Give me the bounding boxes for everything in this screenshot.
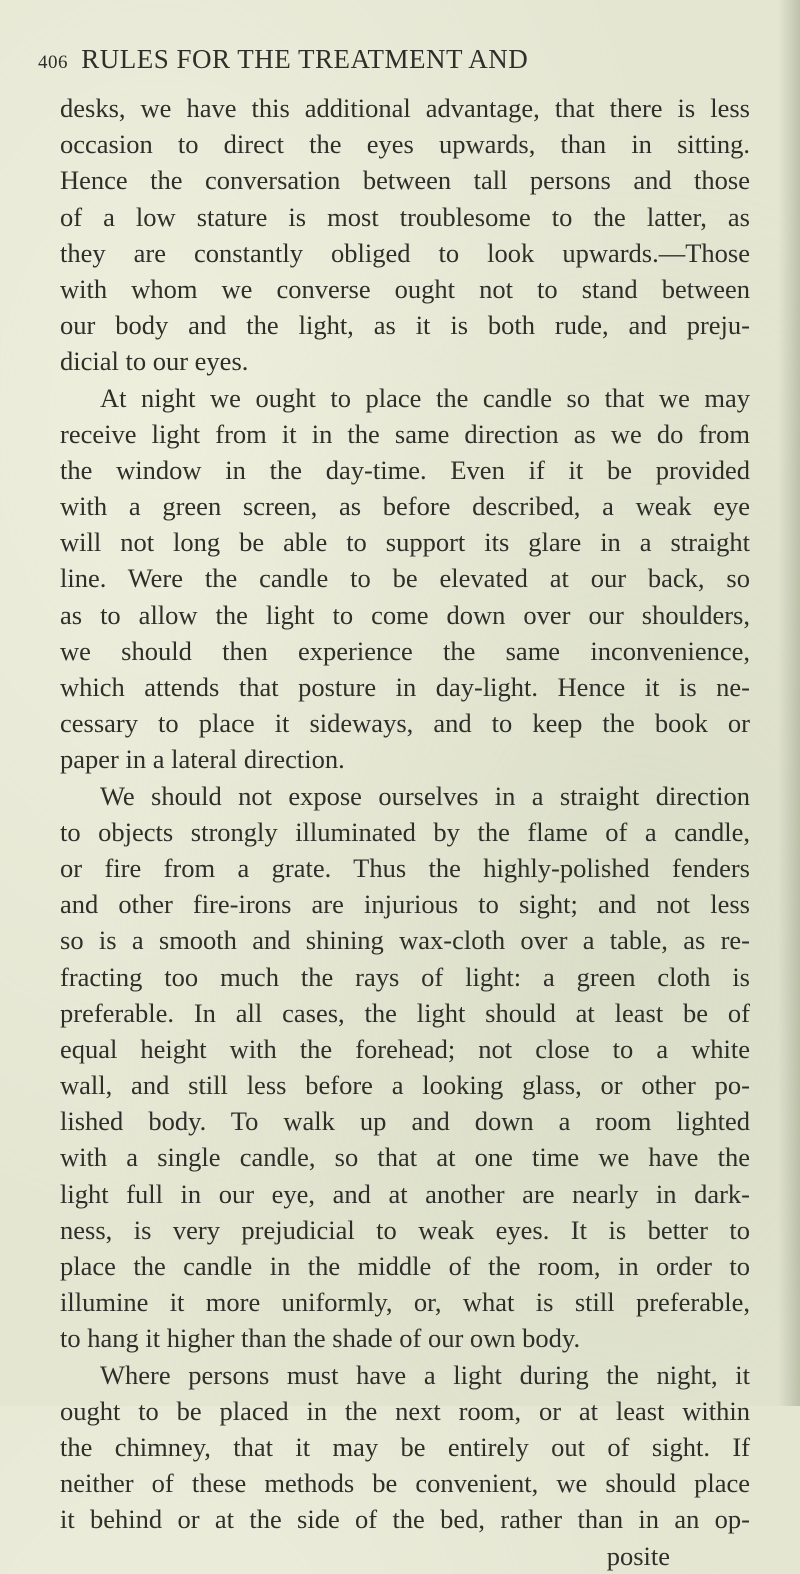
text-line: of a low stature is most troublesome to the latter, as — [60, 201, 750, 232]
text-line: the window in the day-time. Even if it be provided — [60, 454, 750, 485]
text-line: neither of these methods be convenient, we should place — [60, 1468, 750, 1499]
text-line: or fire from a grate. Thus the highly-polished fenders — [60, 852, 750, 883]
text-line: illumine it more uniformly, or, what is still preferable, — [60, 1287, 750, 1318]
text-line: our body and the light, as it is both rude, and preju- — [60, 310, 750, 341]
text-line: with a green screen, as before described, a weak eye — [60, 491, 750, 522]
text-line: preferable. In all cases, the light should at least be of — [60, 997, 750, 1028]
text-line: the chimney, that it may be entirely out of sight. If — [60, 1431, 750, 1462]
running-title: RULES FOR THE TREATMENT AND — [81, 44, 529, 74]
text-line: wall, and still less before a looking glass, or other po- — [60, 1070, 750, 1101]
text-line: will not long be able to support its glare in a straight — [60, 527, 750, 558]
text-line: as to allow the light to come down over our shoulders, — [60, 599, 750, 630]
text-line: light full in our eye, and at another are nearly in dark- — [60, 1178, 750, 1209]
text-line: cessary to place it sideways, and to keep the book or — [60, 708, 750, 739]
text-line: which attends that posture in day-light. Hence it is ne- — [60, 672, 750, 702]
text-line: to objects strongly illuminated by the flame of a candle, — [60, 816, 750, 847]
page-edge-shadow — [778, 0, 800, 1406]
text-line: to hang it higher than the shade of our own body. — [60, 1323, 581, 1354]
text-line: At night we ought to place the candle so that we may — [100, 382, 750, 413]
text-line: so is a smooth and shining wax-cloth over a table, as re- — [60, 925, 750, 956]
text-line: Where persons must have a light during the night, it — [100, 1359, 750, 1390]
page-number: 406 — [38, 52, 68, 73]
text-line: dicial to our eyes. — [60, 346, 249, 377]
text-line: ought to be placed in the next room, or at least within — [60, 1395, 750, 1426]
text-line: Hence the conversation between tall persons and those — [60, 165, 750, 196]
catchword: posite — [606, 1540, 670, 1571]
text-line: equal height with the forehead; not close to a white — [60, 1033, 750, 1064]
text-line: receive light from it in the same direction as we do from — [60, 418, 750, 449]
text-line: occasion to direct the eyes upwards, than in sitting. — [60, 129, 750, 160]
text-line: we should then experience the same inconvenience, — [60, 635, 750, 666]
text-line: desks, we have this additional advantage, that there is less — [60, 93, 750, 123]
text-line: ness, is very prejudicial to weak eyes. It is better to — [60, 1214, 750, 1245]
text-line: it behind or at the side of the bed, rather than in an op- — [60, 1504, 750, 1535]
text-line: fracting too much the rays of light: a green cloth is — [60, 961, 750, 992]
text-line: with whom we converse ought not to stand between — [60, 273, 750, 304]
text-line: paper in a lateral direction. — [60, 744, 345, 775]
text-line: We should not expose ourselves in a straight direction — [100, 780, 750, 811]
text-line: line. Were the candle to be elevated at our back, so — [60, 563, 750, 594]
text-line: and other fire-irons are injurious to sight; and not less — [60, 889, 750, 920]
text-line: with a single candle, so that at one time we have the — [60, 1142, 750, 1173]
running-header — [38, 44, 678, 94]
text-line: lished body. To walk up and down a room lighted — [60, 1106, 750, 1137]
body-text — [60, 90, 750, 1574]
text-line: place the candle in the middle of the room, in order to — [60, 1251, 750, 1281]
text-line: they are constantly obliged to look upwards.—Those — [60, 237, 750, 268]
